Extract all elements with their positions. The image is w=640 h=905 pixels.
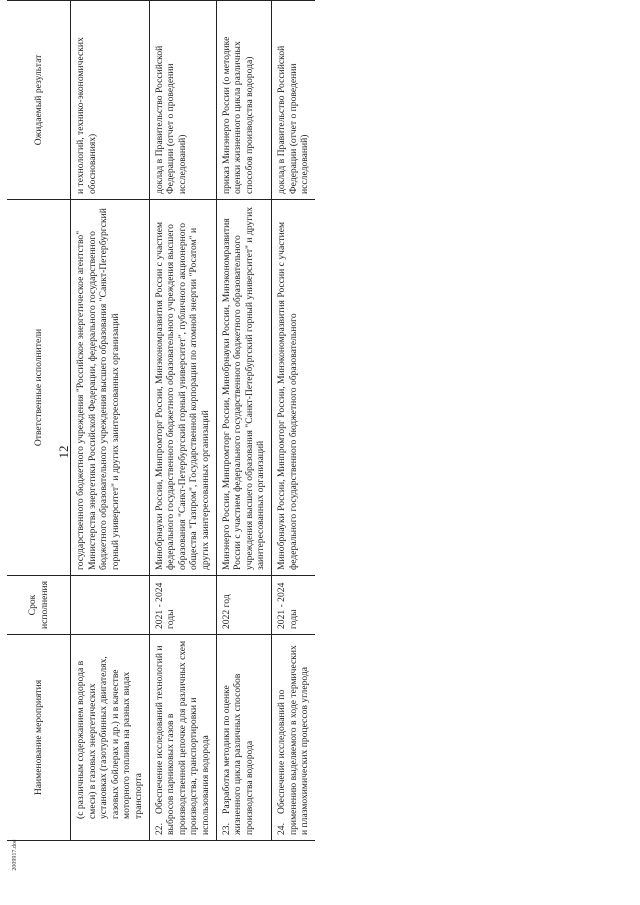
row-executors: Минобрнауки России, Минпромторг России, Минэкономразвития России с участием федерального государственного бюджетного образовательного учреждения высшего образования "Санкт-Петербургский горный университет", публичного акционерного общества "Газпром", Государственной корпорации по атомной энергии "Росатом" и других заинтересованных организаций <box>149 200 216 576</box>
footer-file-name: 2009917.doc <box>12 839 18 871</box>
row-number: 23. <box>220 823 232 835</box>
table-row <box>216 1 271 841</box>
table-header-row <box>7 1 71 841</box>
table-row <box>149 1 216 841</box>
header-result: Ожидаемый результат <box>7 1 71 200</box>
row-result: и технологий, технико-экономических обоснованиях) <box>71 1 150 200</box>
table-row <box>71 1 150 841</box>
row-term <box>71 576 150 635</box>
row-term: 2021 - 2024 годы <box>271 576 314 635</box>
header-name: Наименование мероприятия <box>7 635 71 841</box>
row-result: приказ Минэнерго России (о методике оценки жизненного цикла различных способов производства водорода) <box>216 1 271 200</box>
row-executors: государственного бюджетного учреждения "Российское энергетическое агентство" Министерства энергетики Российской Федерации, федерального государственного бюджетного образовательного учреждения высшего образования "Санкт-Петербургский горный университет" и других заинтересованных организаций <box>71 200 150 576</box>
page-number: 12 <box>56 445 71 459</box>
table-row <box>271 1 314 841</box>
header-term: Срок исполнения <box>7 576 71 635</box>
row-number: 24. <box>275 823 287 835</box>
row-name: 22.Обеспечение исследований технологий и выбросов парниковых газов в производственной цепочке для различных схем производства, транспортировки и использования водорода <box>149 635 216 841</box>
row-result: доклад в Правительство Российской Федерации (отчет о проведении исследований) <box>149 1 216 200</box>
header-executors: Ответственные исполнители <box>7 200 71 576</box>
row-name: (с различным содержанием водорода в смеси) в газовых энергетических установках (газотурбинных двигателях, газовых бойлерах и др.) и в качестве моторного топлива на разных видах транспорта <box>71 635 150 841</box>
row-term: 2022 год <box>216 576 271 635</box>
measures-table <box>7 0 315 841</box>
row-name: 24.Обеспечение исследований по применению выделяемого в ходе термических и плазмохимических процессов углерода <box>271 635 314 841</box>
row-executors: Минобрнауки России, Минпромторг России, Минэкономразвития России с участием федерального государственного бюджетного образовательного <box>271 200 314 576</box>
row-name: 23.Разработка методики по оценке жизненного цикла различных способов производства водорода <box>216 635 271 841</box>
rotated-document-table <box>7 15 573 841</box>
row-executors: Минэнерго России, Минпромторг России, Минобрнауки России, Минэкономразвития России с участием федерального государственного бюджетного образовательного учреждения высшего образования "Санкт-Петербургский горный университет" и других заинтересованных организаций <box>216 200 271 576</box>
row-term: 2021 - 2024 годы <box>149 576 216 635</box>
row-number: 22. <box>153 823 165 835</box>
row-result: доклад в Правительство Российской Федерации (отчет о проведении исследований) <box>271 1 314 200</box>
